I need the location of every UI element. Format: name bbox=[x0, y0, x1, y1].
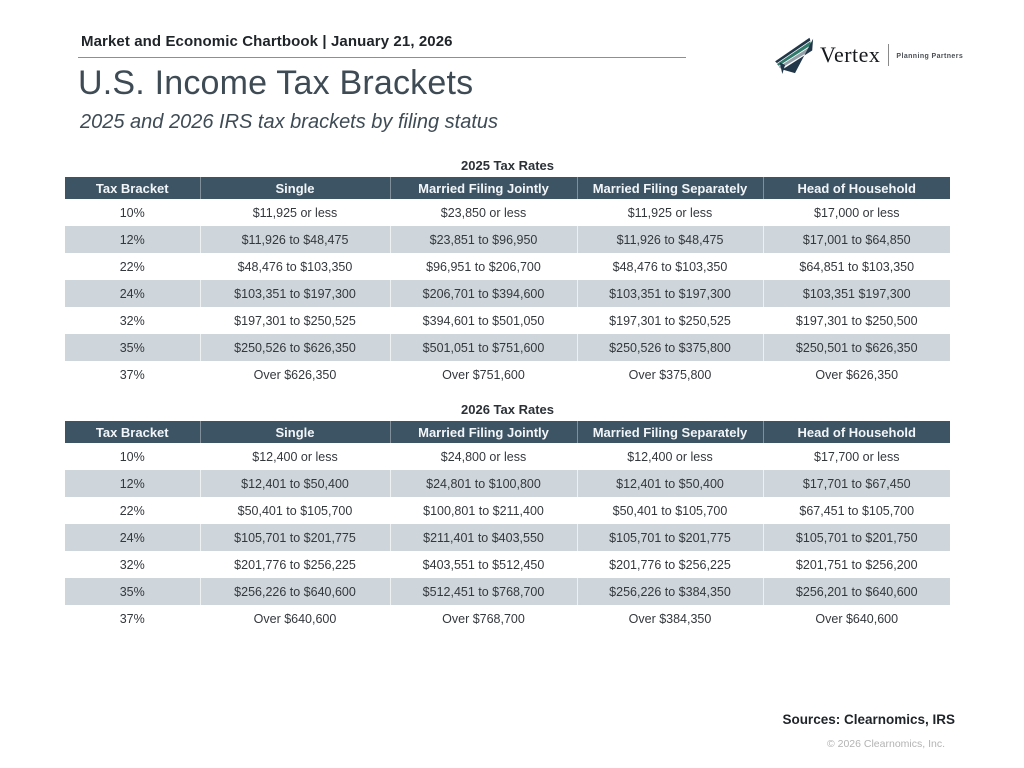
table-body bbox=[65, 199, 950, 388]
tax-range-cell: $197,301 to $250,525 bbox=[577, 307, 763, 334]
tax-range-cell: $48,476 to $103,350 bbox=[200, 253, 390, 280]
tax-range-cell: $501,051 to $751,600 bbox=[390, 334, 577, 361]
page-title: U.S. Income Tax Brackets bbox=[78, 64, 474, 102]
column-header: Married Filing Separately bbox=[577, 421, 763, 443]
tax-range-cell: $197,301 to $250,500 bbox=[763, 307, 950, 334]
tax-range-cell: $17,700 or less bbox=[763, 443, 950, 470]
tax-range-cell: $206,701 to $394,600 bbox=[390, 280, 577, 307]
tax-range-cell: $17,000 or less bbox=[763, 199, 950, 226]
tax-range-cell: $12,401 to $50,400 bbox=[577, 470, 763, 497]
tax-range-cell: $11,926 to $48,475 bbox=[200, 226, 390, 253]
tax-range-cell: $403,551 to $512,450 bbox=[390, 551, 577, 578]
tax-range-cell: $12,401 to $50,400 bbox=[200, 470, 390, 497]
column-header: Head of Household bbox=[763, 421, 950, 443]
tax-bracket-cell: 24% bbox=[65, 524, 200, 551]
tax-range-cell: $11,925 or less bbox=[200, 199, 390, 226]
table-row bbox=[65, 605, 950, 632]
tax-bracket-cell: 10% bbox=[65, 443, 200, 470]
column-header: Married Filing Separately bbox=[577, 177, 763, 199]
tax-range-cell: $211,401 to $403,550 bbox=[390, 524, 577, 551]
tax-range-cell: $64,851 to $103,350 bbox=[763, 253, 950, 280]
column-header: Tax Bracket bbox=[65, 177, 200, 199]
tax-bracket-cell: 37% bbox=[65, 605, 200, 632]
tax-range-cell: $394,601 to $501,050 bbox=[390, 307, 577, 334]
table-row bbox=[65, 280, 950, 307]
tax-range-cell: $11,925 or less bbox=[577, 199, 763, 226]
column-header: Married Filing Jointly bbox=[390, 421, 577, 443]
tax-range-cell: Over $384,350 bbox=[577, 605, 763, 632]
table-header-row bbox=[65, 421, 950, 443]
tax-bracket-cell: 22% bbox=[65, 253, 200, 280]
chartbook-label: Market and Economic Chartbook | January 21, 2026 bbox=[81, 33, 453, 50]
tax-range-cell: $256,226 to $640,600 bbox=[200, 578, 390, 605]
tax-range-cell: Over $751,600 bbox=[390, 361, 577, 388]
tax-range-cell: $201,751 to $256,200 bbox=[763, 551, 950, 578]
vertex-logo bbox=[772, 36, 963, 74]
tax-range-cell: $17,001 to $64,850 bbox=[763, 226, 950, 253]
tax-bracket-cell: 12% bbox=[65, 226, 200, 253]
table-title-2026: 2026 Tax Rates bbox=[461, 402, 554, 417]
table-body bbox=[65, 443, 950, 632]
table-row bbox=[65, 443, 950, 470]
tax-bracket-cell: 22% bbox=[65, 497, 200, 524]
tax-range-cell: $11,926 to $48,475 bbox=[577, 226, 763, 253]
tax-bracket-cell: 10% bbox=[65, 199, 200, 226]
column-header: Single bbox=[200, 177, 390, 199]
tax-table-2025 bbox=[65, 177, 950, 388]
tax-range-cell: Over $768,700 bbox=[390, 605, 577, 632]
tax-range-cell: $250,526 to $375,800 bbox=[577, 334, 763, 361]
tax-range-cell: $24,800 or less bbox=[390, 443, 577, 470]
tax-table-2026-section bbox=[65, 402, 950, 632]
table-row bbox=[65, 524, 950, 551]
tax-bracket-cell: 35% bbox=[65, 578, 200, 605]
table-row bbox=[65, 497, 950, 524]
tax-range-cell: $103,351 to $197,300 bbox=[577, 280, 763, 307]
tax-range-cell: $256,201 to $640,600 bbox=[763, 578, 950, 605]
tax-range-cell: $512,451 to $768,700 bbox=[390, 578, 577, 605]
tax-range-cell: $12,400 or less bbox=[577, 443, 763, 470]
column-header: Single bbox=[200, 421, 390, 443]
tax-range-cell: $103,351 to $197,300 bbox=[200, 280, 390, 307]
table-row bbox=[65, 470, 950, 497]
copyright-note: © 2026 Clearnomics, Inc. bbox=[826, 738, 945, 750]
tax-range-cell: Over $640,600 bbox=[200, 605, 390, 632]
tax-range-cell: $50,401 to $105,700 bbox=[577, 497, 763, 524]
sources-note: Sources: Clearnomics, IRS bbox=[782, 712, 955, 727]
tax-range-cell: $100,801 to $211,400 bbox=[390, 497, 577, 524]
table-row bbox=[65, 253, 950, 280]
column-header: Head of Household bbox=[763, 177, 950, 199]
tax-range-cell: $50,401 to $105,700 bbox=[200, 497, 390, 524]
tax-range-cell: $24,801 to $100,800 bbox=[390, 470, 577, 497]
logo-divider bbox=[888, 44, 889, 66]
tax-range-cell: $197,301 to $250,525 bbox=[200, 307, 390, 334]
tax-range-cell: Over $640,600 bbox=[763, 605, 950, 632]
tax-range-cell: $12,400 or less bbox=[200, 443, 390, 470]
tax-range-cell: Over $626,350 bbox=[763, 361, 950, 388]
tax-bracket-cell: 35% bbox=[65, 334, 200, 361]
tax-range-cell: $201,776 to $256,225 bbox=[577, 551, 763, 578]
tax-bracket-cell: 37% bbox=[65, 361, 200, 388]
column-header: Married Filing Jointly bbox=[390, 177, 577, 199]
tax-bracket-cell: 32% bbox=[65, 551, 200, 578]
table-row bbox=[65, 334, 950, 361]
tax-bracket-cell: 24% bbox=[65, 280, 200, 307]
tax-range-cell: $67,451 to $105,700 bbox=[763, 497, 950, 524]
table-row bbox=[65, 578, 950, 605]
tax-range-cell: $48,476 to $103,350 bbox=[577, 253, 763, 280]
tax-range-cell: $103,351 $197,300 bbox=[763, 280, 950, 307]
page-subtitle: 2025 and 2026 IRS tax brackets by filing status bbox=[80, 111, 499, 133]
table-row bbox=[65, 307, 950, 334]
table-row bbox=[65, 361, 950, 388]
tax-table-2026 bbox=[65, 421, 950, 632]
table-row bbox=[65, 226, 950, 253]
table-title-2025: 2025 Tax Rates bbox=[461, 158, 554, 173]
table-header-row bbox=[65, 177, 950, 199]
tax-range-cell: $105,701 to $201,775 bbox=[200, 524, 390, 551]
tax-range-cell: $23,851 to $96,950 bbox=[390, 226, 577, 253]
tax-range-cell: Over $375,800 bbox=[577, 361, 763, 388]
vertex-fan-icon bbox=[772, 36, 818, 74]
header-divider bbox=[78, 57, 686, 58]
tax-range-cell: $17,701 to $67,450 bbox=[763, 470, 950, 497]
table-row bbox=[65, 551, 950, 578]
tax-range-cell: $201,776 to $256,225 bbox=[200, 551, 390, 578]
tax-range-cell: $23,850 or less bbox=[390, 199, 577, 226]
tax-range-cell: $105,701 to $201,750 bbox=[763, 524, 950, 551]
logo-name: Vertex bbox=[820, 42, 881, 67]
tax-bracket-cell: 12% bbox=[65, 470, 200, 497]
column-header: Tax Bracket bbox=[65, 421, 200, 443]
logo-tagline: Planning Partners bbox=[896, 52, 964, 60]
tax-range-cell: $96,951 to $206,700 bbox=[390, 253, 577, 280]
tax-range-cell: $250,526 to $626,350 bbox=[200, 334, 390, 361]
tax-table-2025-section bbox=[65, 158, 950, 388]
table-row bbox=[65, 199, 950, 226]
tax-range-cell: Over $626,350 bbox=[200, 361, 390, 388]
tax-range-cell: $256,226 to $384,350 bbox=[577, 578, 763, 605]
tax-range-cell: $105,701 to $201,775 bbox=[577, 524, 763, 551]
tax-bracket-cell: 32% bbox=[65, 307, 200, 334]
tax-range-cell: $250,501 to $626,350 bbox=[763, 334, 950, 361]
